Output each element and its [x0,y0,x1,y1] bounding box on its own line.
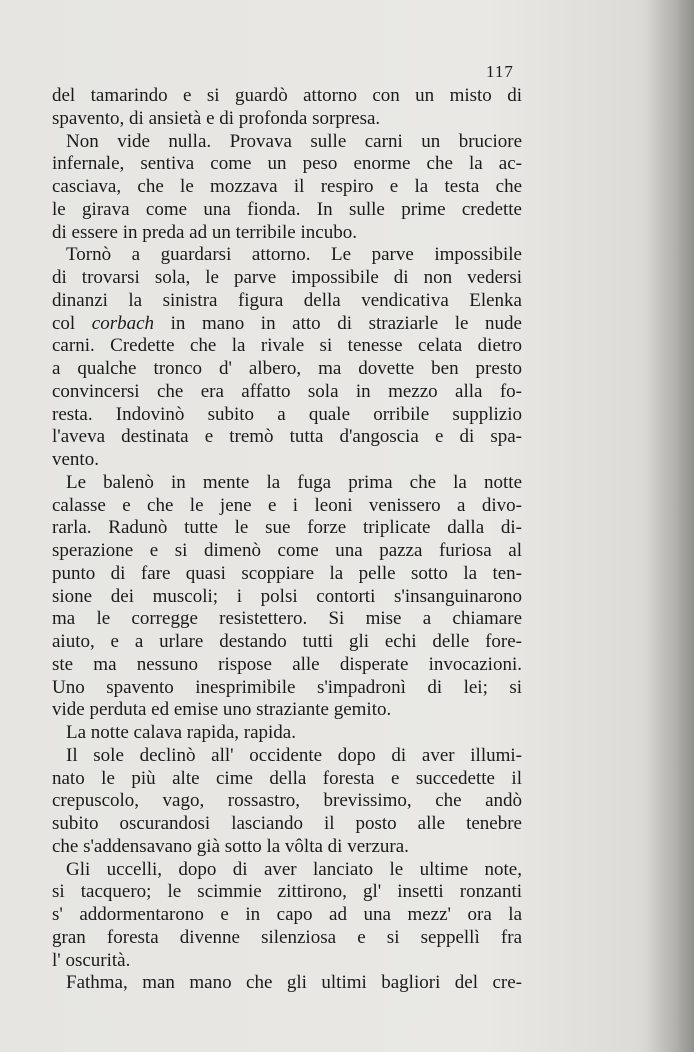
text-line: a qualche tronco d' albero, ma dovette ben presto [52,358,522,379]
text-line: di trovarsi sola, le parve impossibile di non vedersi [52,267,522,288]
text-line: Non vide nulla. Provava sulle carni un bruciore [66,130,522,152]
text-line: s' addormentarono e in capo ad una mezz' ora la [52,904,522,925]
text-line: carni. Credette che la rivale si tenesse celata dietro [52,335,522,357]
text-line: vide perduta ed emise uno straziante gemito. [52,699,392,721]
text-line: Le balenò in mente la fuga prima che la notte [66,471,522,493]
text-line: del tamarindo e si guardò attorno con un misto di [52,85,522,106]
text-line: vento. [52,449,99,470]
text-line: Il sole declinò all' occidente dopo di aver illumi- [66,744,522,766]
text-line: di essere in preda ad un terribile incubo. [52,221,357,243]
text-line: dinanzi la sinistra figura della vendicativa Elenka [52,289,522,311]
text-line: infernale, sentiva come un peso enorme che la ac- [52,153,522,175]
text-line: crepuscolo, vago, rossastro, brevissimo, che andò [52,790,522,812]
text-line: subito oscurandosi lasciando il posto alle tenebre [52,813,522,834]
text-line: si tacquero; le scimmie zittirono, gl' insetti ronzanti [52,881,522,903]
text-line: Fathma, man mano che gli ultimi bagliori del cre- [66,972,522,994]
text-line: La notte calava rapida, rapida. [66,722,296,743]
text-line: resta. Indovinò subito a quale orribile supplizio [52,403,522,425]
text-line: ma le corregge resistettero. Si mise a chiamare [52,608,522,630]
text-line: spavento, di ansietà e di profonda sorpresa. [52,107,381,129]
text-line: casciava, che le mozzava il respiro e la testa che [52,176,522,197]
text-line: che s'addensavano già sotto la vôlta di verzura. [52,835,409,857]
page-gutter-shadow [648,0,694,1052]
text-line: gran foresta divenne silenziosa e si seppellì fra [52,926,522,948]
text-line: l' oscurità. [52,949,131,971]
text-line: ste ma nessuno rispose alle disperate invocazioni. [52,653,522,675]
text-line: aiuto, e a urlare destando tutti gli echi delle fore- [52,631,522,652]
text-line: convincersi che era affatto sola in mezzo alla fo- [52,380,522,402]
text-line: Uno spavento inesprimibile s'impadronì di lei; si [52,676,522,698]
text-line: sperazione e si dimenò come una pazza furiosa al [52,540,522,561]
text-line: Gli uccelli, dopo di aver lanciato le ultime note, [66,858,522,880]
body-text [52,85,522,995]
text-line: nato le più alte cime della foresta e succedette il [52,767,522,789]
text-line: rarla. Radunò tutte le sue forze triplicate dalla di- [52,517,522,539]
text-line: le girava come una fionda. In sulle prime credette [52,198,522,220]
text-line: col corbach in mano in atto di straziarle le nude [52,312,522,334]
text-line: l'aveva destinata e tremò tutta d'angoscia e di spa- [52,426,522,448]
text-line: punto di fare quasi scoppiare la pelle sotto la ten- [52,562,522,584]
page-number: 117 [486,62,514,81]
text-line: calasse e che le jene e i leoni venissero a divo- [52,494,522,516]
text-line: sione dei muscoli; i polsi contorti s'insanguinarono [52,585,522,607]
text-line: Tornò a guardarsi attorno. Le parve impossibile [66,244,522,266]
italic-word: corbach [91,312,155,334]
